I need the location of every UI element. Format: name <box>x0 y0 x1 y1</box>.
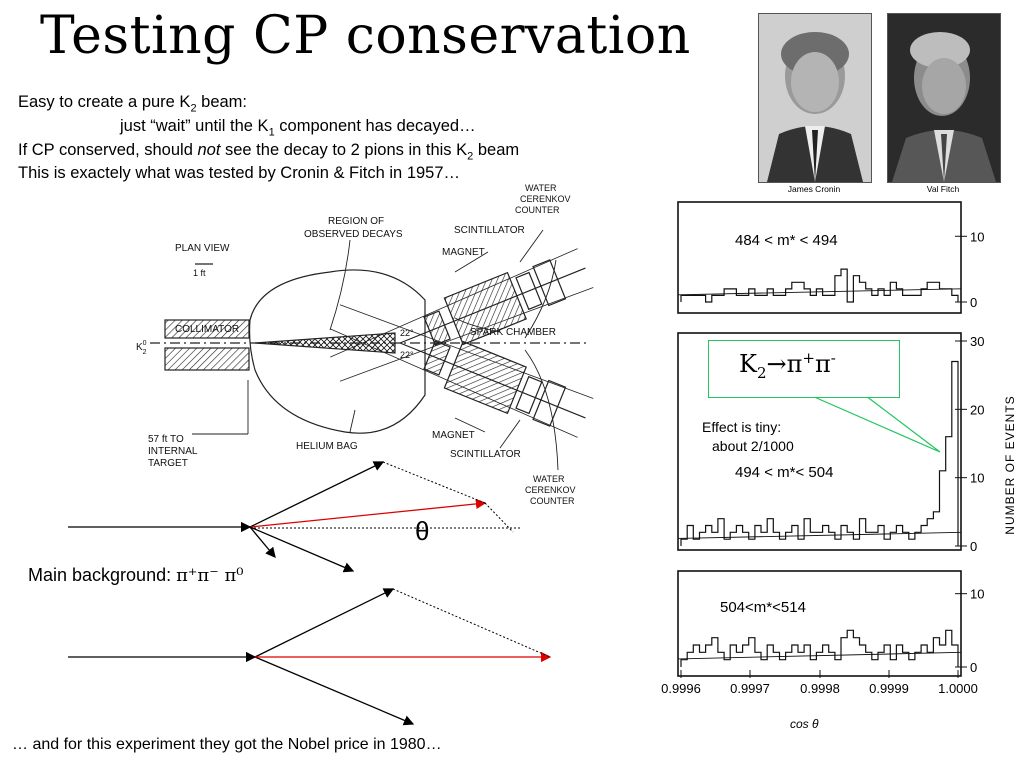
pion-extra-upper <box>250 527 275 557</box>
y-tick-label: 10 <box>970 586 985 602</box>
collimator-lower <box>165 348 249 370</box>
label-angle-bottom: 22° <box>400 350 414 360</box>
background-label <box>28 565 244 586</box>
text-line-1-post: beam: <box>196 93 248 111</box>
label-water-bottom-3: COUNTER <box>530 496 575 506</box>
label-beam: $K^0$ 2 <box>136 340 147 356</box>
photo-cronin <box>758 13 872 183</box>
label-region-2: OBSERVED DECAYS <box>304 229 403 240</box>
label-collimator: COLLIMATOR <box>175 324 240 335</box>
footer-note: … and for this experiment they got the Nobel price in 1980… <box>12 736 442 753</box>
text-line-3-pre: If CP conserved, should <box>18 141 198 159</box>
portrait-fitch-image <box>888 14 1000 182</box>
y-tick-label: 10 <box>970 470 985 486</box>
label-helium-bag: HELIUM BAG <box>296 441 358 452</box>
callout-pi-1-charge: + <box>802 349 815 367</box>
kinematics-sketch <box>60 455 560 730</box>
portrait-cronin-image <box>759 14 871 182</box>
text-line-1-pre: Easy to create a pure K <box>18 93 191 111</box>
text-line-3 <box>18 141 519 162</box>
label-water-top-2: CERENKOV <box>520 194 571 204</box>
text-line-4: This is exactely what was tested by Cronin & Fitch in 1957… <box>18 164 461 182</box>
histogram-series-1 <box>681 269 958 302</box>
text-line-3-post: beam <box>473 141 520 159</box>
text-line-3-emphasis: not <box>197 141 221 159</box>
x-tick-label: 1.0000 <box>938 681 978 696</box>
background-decay: π⁺π⁻ π⁰ <box>176 565 244 586</box>
panel-label-2: 494 < m*< 504 <box>735 464 834 481</box>
dotted-sum-lower <box>393 589 550 657</box>
text-line-1-sub: 2 <box>190 102 197 115</box>
histogram-chart <box>640 195 1024 740</box>
label-spark-chamber: SPARK CHAMBER <box>470 327 556 338</box>
fit-line-2 <box>678 532 961 538</box>
decay-region <box>255 333 395 353</box>
x-axis-label: cos θ <box>790 717 819 731</box>
callout-pi-1: π <box>786 350 803 378</box>
label-water-bottom-1: WATER <box>533 474 565 484</box>
callout-note-line-2: about 2/1000 <box>712 438 794 454</box>
text-line-2-sub: 1 <box>268 126 275 139</box>
y-tick-label: 0 <box>970 539 978 554</box>
k-direction-upper <box>250 503 485 527</box>
callout-decay <box>739 349 836 382</box>
label-scintillator-top: SCINTILLATOR <box>454 225 525 236</box>
label-water-top-3: COUNTER <box>515 205 560 215</box>
text-line-2-pre: just “wait” until the K <box>120 117 269 135</box>
fit-line-3 <box>678 652 961 659</box>
text-line-2-post: component has decayed… <box>274 117 476 135</box>
x-tick-label: 0.9997 <box>730 681 770 696</box>
x-tick-label: 0.9996 <box>661 681 701 696</box>
callout-box <box>708 340 900 398</box>
theta-label: θ <box>415 516 430 546</box>
callout-k: K <box>739 350 757 378</box>
text-line-3-mid: see the decay to 2 pions in this K <box>220 141 468 159</box>
label-scintillator-bottom: SCINTILLATOR <box>450 449 521 460</box>
y-tick-label: 10 <box>970 229 985 245</box>
pion-lower-b <box>255 657 413 724</box>
pion-upper <box>250 462 383 527</box>
label-magnet-bottom: MAGNET <box>432 430 475 441</box>
panel-label-1: 484 < m* < 494 <box>735 232 838 249</box>
callout-note <box>702 418 794 456</box>
dotted-sum-a <box>383 462 485 503</box>
label-scale: 1 ft <box>193 268 206 278</box>
callout-note-line-1: Effect is tiny: <box>702 419 782 435</box>
helium-bag <box>250 270 425 433</box>
label-target-1: 57 ft TO <box>148 434 184 445</box>
text-line-2 <box>120 117 476 138</box>
y-tick-label: 0 <box>970 295 978 310</box>
label-water-bottom-2: CERENKOV <box>525 485 576 495</box>
y-tick-label: 0 <box>970 660 978 675</box>
callout-pi-2-charge: - <box>830 349 836 367</box>
pion-lower-a <box>255 589 393 657</box>
label-plan-view: PLAN VIEW <box>175 243 230 254</box>
photo-fitch <box>887 13 1001 183</box>
panel-frame-3 <box>678 571 961 676</box>
caption-cronin: James Cronin <box>787 184 841 194</box>
label-water-top-1: WATER <box>525 183 557 193</box>
label-angle-top: 22° <box>400 328 414 338</box>
callout-pi-2: π <box>814 350 831 378</box>
fit-line-1 <box>678 289 961 295</box>
callout-k-sub: 2 <box>756 363 767 382</box>
label-target-3: TARGET <box>148 458 188 469</box>
background-label-text: Main background: <box>28 565 177 585</box>
panel-label-3: 504<m*<514 <box>720 599 806 616</box>
label-region-1: REGION OF <box>328 216 385 227</box>
y-tick-label: 20 <box>970 402 985 418</box>
callout-arrow: → <box>766 350 787 378</box>
label-magnet-top: MAGNET <box>442 247 485 258</box>
histogram-series-3 <box>681 630 958 667</box>
label-target-2: INTERNAL <box>148 446 198 457</box>
slide-title: Testing CP conservation <box>40 6 691 66</box>
text-line-3-sub: 2 <box>467 150 474 163</box>
pion-lower-upper-sketch <box>250 527 353 571</box>
x-tick-label: 0.9998 <box>800 681 840 696</box>
panel-frame-1 <box>678 202 961 313</box>
x-tick-label: 0.9999 <box>869 681 909 696</box>
callout-pointer <box>800 390 950 460</box>
text-line-1 <box>18 93 247 114</box>
y-tick-label: 30 <box>970 334 985 349</box>
y-axis-label: NUMBER OF EVENTS <box>1003 395 1017 535</box>
caption-fitch: Val Fitch <box>926 184 960 194</box>
